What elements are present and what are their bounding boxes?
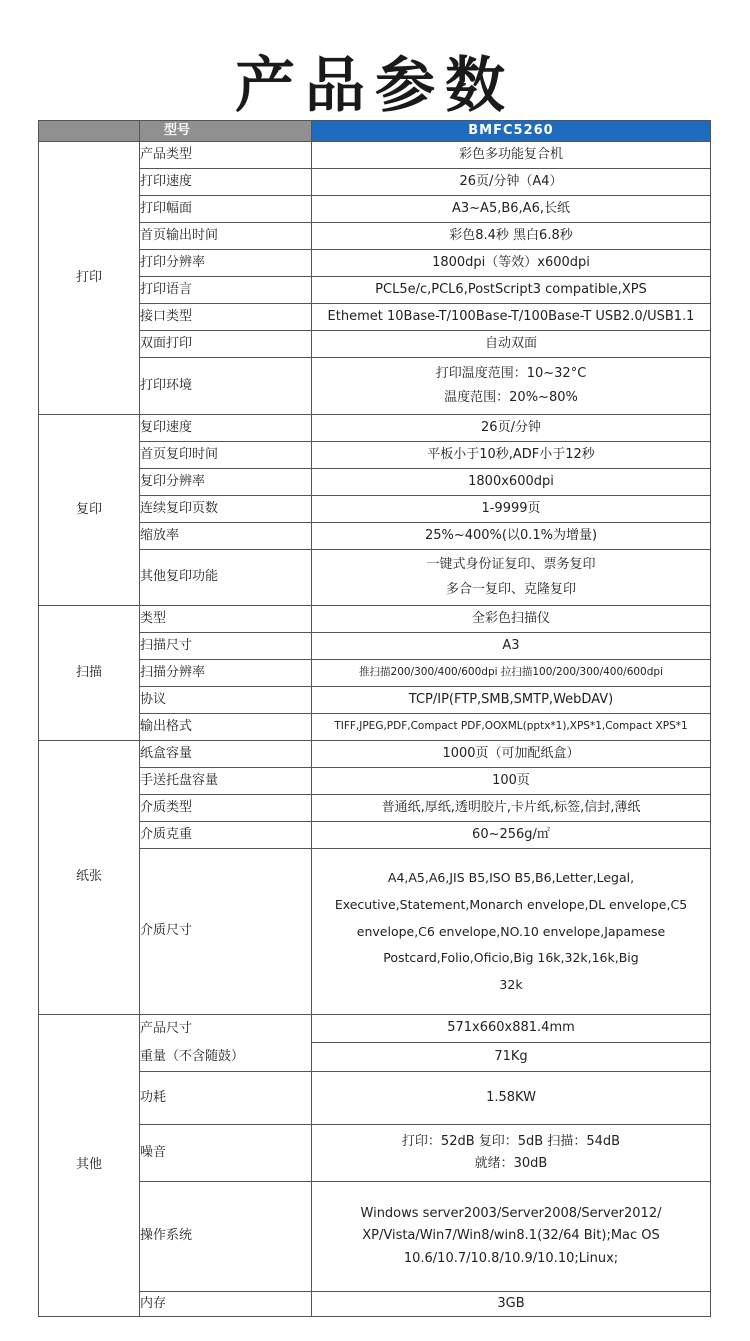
row-value: 平板小于10秒,ADF小于12秒 [312,442,711,469]
row-label: 协议 [140,687,312,714]
row-label: 介质尺寸 [140,849,312,1015]
table-row [39,660,711,687]
table-row [39,1182,711,1292]
table-row [39,768,711,795]
row-value: 1-9999页 [312,496,711,523]
row-value [312,1125,711,1182]
row-label: 打印分辨率 [140,250,312,277]
value-line: Postcard,Folio,Oficio,Big 16k,32k,16k,Big [383,950,639,966]
row-label: 功耗 [140,1072,312,1125]
table-row [39,1072,711,1125]
category-paper: 纸张 [39,741,140,1015]
row-label: 重量（不含随鼓） [140,1043,312,1072]
row-label: 双面打印 [140,331,312,358]
value-line: Executive,Statement,Monarch envelope,DL envelope,C5 [334,897,688,913]
row-label: 打印幅面 [140,196,312,223]
category-print: 打印 [39,142,140,415]
row-label: 复印分辨率 [140,469,312,496]
table-row [39,442,711,469]
table-row [39,687,711,714]
row-value [312,550,711,606]
row-value: 自动双面 [312,331,711,358]
value-line: 多合一复印、克隆复印 [445,581,576,597]
value-line: 就绪：30dB [474,1156,548,1171]
row-label: 首页复印时间 [140,442,312,469]
category-scan: 扫描 [39,606,140,741]
table-row [39,196,711,223]
row-label: 打印语言 [140,277,312,304]
row-label: 打印环境 [140,358,312,415]
table-row [39,169,711,196]
row-value: 571x660x881.4mm [312,1015,711,1043]
table-row [39,415,711,442]
value-line: XP/Vista/Win7/Win8/win8.1(32/64 Bit);Mac OS [362,1228,660,1244]
row-value: 1.58KW [312,1072,711,1125]
value-line: A4,A5,A6,JIS B5,ISO B5,B6,Letter,Legal, [387,870,635,886]
row-label: 类型 [140,606,312,633]
table-row [39,358,711,415]
row-value: 26页/分钟（A4） [312,169,711,196]
table-row [39,277,711,304]
row-value: 推扫描200/300/400/600dpi 拉扫描100/200/300/400/600dpi [312,660,711,687]
table-row [39,822,711,849]
row-value: 彩色8.4秒 黑白6.8秒 [312,223,711,250]
row-label: 首页输出时间 [140,223,312,250]
value-line: 10.6/10.7/10.8/10.9/10.10;Linux; [403,1250,619,1266]
row-value [312,358,711,415]
row-value [312,1182,711,1292]
row-value: TIFF,JPEG,PDF,Compact PDF,OOXML(pptx*1),XPS*1,Compact XPS*1 [312,714,711,741]
row-label: 产品尺寸 [140,1015,312,1043]
table-row [39,633,711,660]
value-line: 打印：52dB 复印：5dB 扫描：54dB [401,1133,621,1149]
table-row [39,250,711,277]
row-value: 26页/分钟 [312,415,711,442]
row-value: 71Kg [312,1043,711,1072]
row-value: 25%~400%(以0.1%为增量) [312,523,711,550]
value-line: 一键式身份证复印、票务复印 [426,557,596,573]
category-copy: 复印 [39,415,140,606]
table-row [39,849,711,1015]
table-row [39,741,711,768]
table-row [39,606,711,633]
row-value: 彩色多功能复合机 [312,142,711,169]
row-value: 全彩色扫描仪 [312,606,711,633]
row-label: 连续复印页数 [140,496,312,523]
row-value: 1800x600dpi [312,469,711,496]
table-row [39,1015,711,1043]
row-value: 1000页（可加配纸盒） [312,741,711,768]
value-line: 32k [499,976,523,992]
row-label: 其他复印功能 [140,550,312,606]
value-line: Windows server2003/Server2008/Server2012/ [360,1206,662,1222]
table-row [39,304,711,331]
page-title: 产品参数 [235,51,515,121]
table-row [39,331,711,358]
table-row [39,1125,711,1182]
row-value: 普通纸,厚纸,透明胶片,卡片纸,标签,信封,薄纸 [312,795,711,822]
value-line: 打印温度范围：10~32°C [435,365,587,381]
row-value: 1800dpi（等效）x600dpi [312,250,711,277]
row-label: 复印速度 [140,415,312,442]
row-value: TCP/IP(FTP,SMB,SMTP,WebDAV) [312,687,711,714]
table-row [39,469,711,496]
row-value: 3GB [312,1292,711,1317]
header-category-cell [39,121,140,142]
row-label: 纸盒容量 [140,741,312,768]
header-row [39,121,711,142]
spec-table [38,120,711,1317]
value-line: envelope,C6 envelope,NO.10 envelope,Japamese [356,923,666,939]
value-line: 温度范围：20%~80% [444,390,578,405]
row-label: 扫描分辨率 [140,660,312,687]
row-value: PCL5e/c,PCL6,PostScript3 compatible,XPS [312,277,711,304]
row-value: A3 [312,633,711,660]
table-row [39,550,711,606]
row-value: 100页 [312,768,711,795]
table-row [39,142,711,169]
table-row [39,223,711,250]
category-other: 其他 [39,1015,140,1317]
row-value: Ethemet 10Base-T/100Base-T/100Base-T USB2.0/USB1.1 [312,304,711,331]
row-label: 介质类型 [140,795,312,822]
row-label: 内存 [140,1292,312,1317]
row-label: 打印速度 [140,169,312,196]
row-label: 扫描尺寸 [140,633,312,660]
row-value: 60~256g/㎡ [312,822,711,849]
row-label: 噪音 [140,1125,312,1182]
row-label: 操作系统 [140,1182,312,1292]
row-label: 介质克重 [140,822,312,849]
row-label: 产品类型 [140,142,312,169]
row-label: 缩放率 [140,523,312,550]
table-row [39,795,711,822]
row-label: 手送托盘容量 [140,768,312,795]
row-label: 接口类型 [140,304,312,331]
row-label: 输出格式 [140,714,312,741]
header-model: BMFC5260 [312,121,711,142]
row-value: A3~A5,B6,A6,长纸 [312,196,711,223]
header-label: 型号 [140,121,312,142]
table-row [39,1292,711,1317]
table-row [39,1043,711,1072]
row-value [312,849,711,1015]
table-row [39,714,711,741]
table-row [39,496,711,523]
table-row [39,523,711,550]
